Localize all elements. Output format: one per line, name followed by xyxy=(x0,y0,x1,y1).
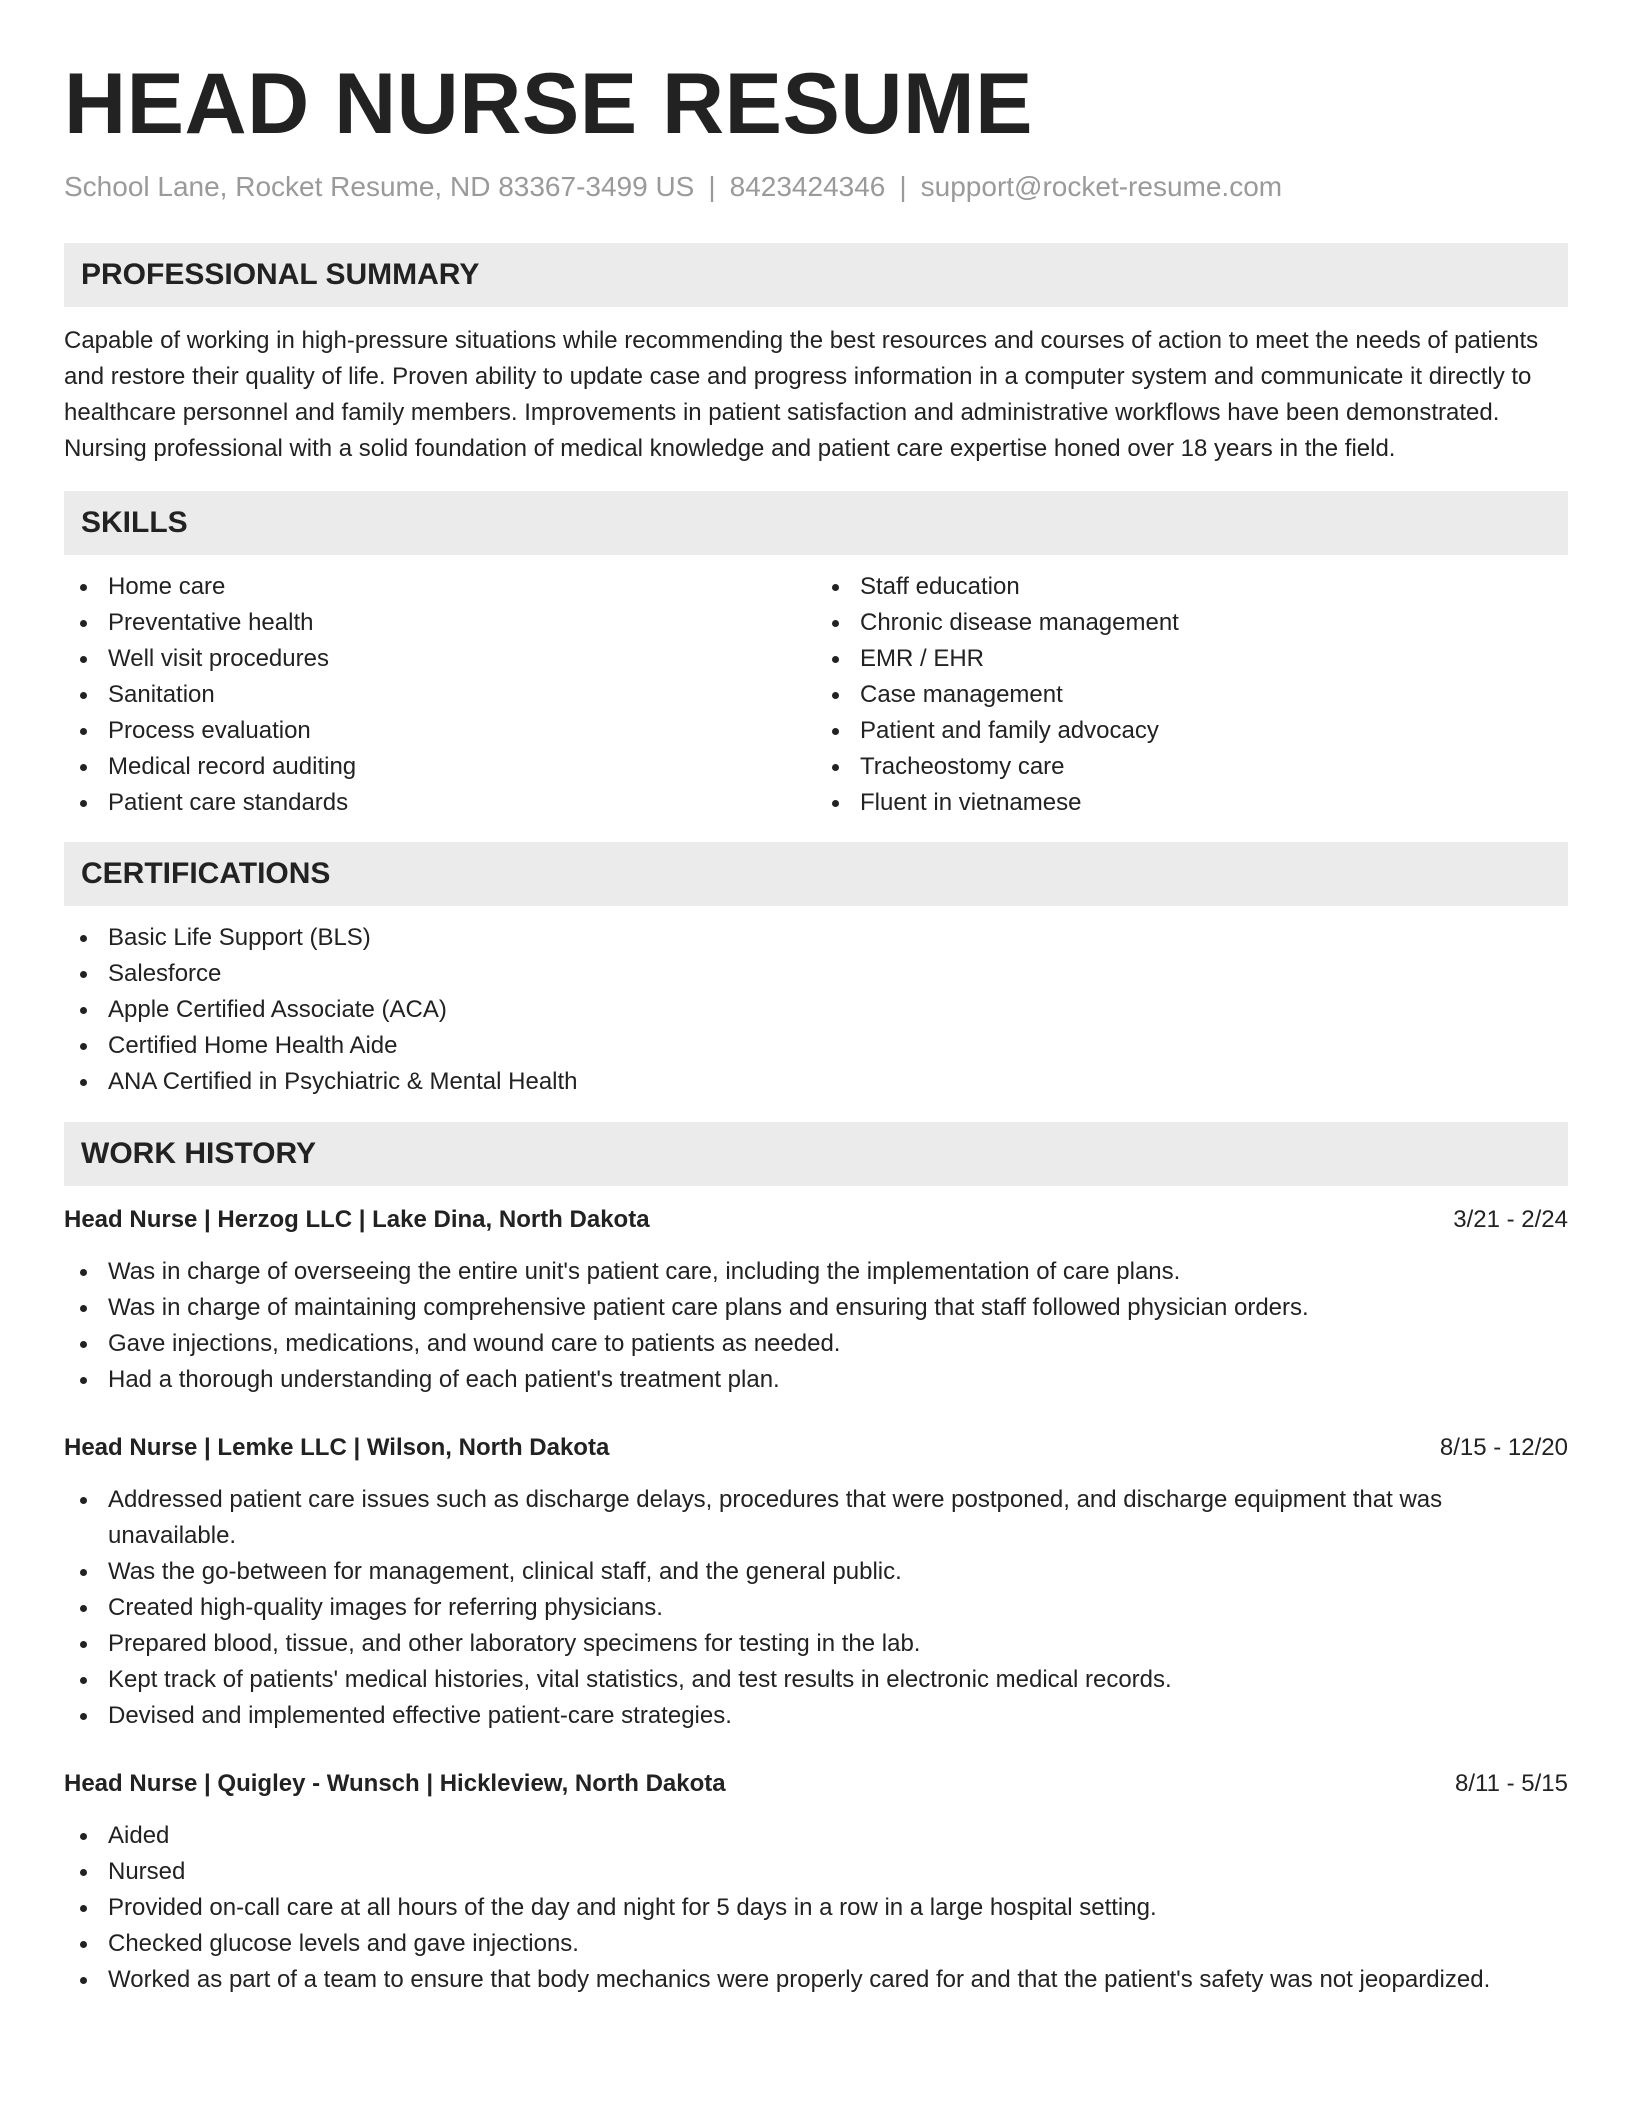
job-entry xyxy=(64,1766,1568,1998)
job-bullet: Devised and implemented effective patient-care strategies. xyxy=(64,1698,1568,1734)
job-bullet: Addressed patient care issues such as discharge delays, procedures that were postponed, and discharge equipment that was unavailable. xyxy=(64,1482,1568,1554)
job-dates: 3/21 - 2/24 xyxy=(1453,1206,1568,1233)
contact-separator: | xyxy=(899,171,907,202)
job-bullet: Had a thorough understanding of each patient's treatment plan. xyxy=(64,1362,1568,1398)
job-dates: 8/15 - 12/20 xyxy=(1439,1434,1568,1461)
job-header xyxy=(64,1766,1568,1802)
contact-address: School Lane, Rocket Resume, ND 83367-3499 US xyxy=(64,171,695,202)
job-bullets xyxy=(64,1482,1568,1734)
skill-item: Fluent in vietnamese xyxy=(816,785,1568,821)
contact-line xyxy=(64,170,1568,204)
skill-item: Case management xyxy=(816,677,1568,713)
skill-item: Home care xyxy=(64,569,816,605)
job-title: Head Nurse | Lemke LLC | Wilson, North Dakota xyxy=(64,1434,610,1461)
job-bullet: Created high-quality images for referring physicians. xyxy=(64,1590,1568,1626)
job-entry xyxy=(64,1430,1568,1734)
work-history-heading: WORK HISTORY xyxy=(64,1122,1568,1186)
certification-item: ANA Certified in Psychiatric & Mental Health xyxy=(64,1064,1568,1100)
skill-item: Medical record auditing xyxy=(64,749,816,785)
skill-item: Well visit procedures xyxy=(64,641,816,677)
summary-heading: PROFESSIONAL SUMMARY xyxy=(64,243,1568,307)
certifications-list xyxy=(64,920,1568,1100)
skills-list-left xyxy=(64,569,816,821)
job-bullet: Checked glucose levels and gave injections. xyxy=(64,1926,1568,1962)
skill-item: Sanitation xyxy=(64,677,816,713)
summary-section xyxy=(64,243,1568,467)
skill-item: Staff education xyxy=(816,569,1568,605)
skill-item: Preventative health xyxy=(64,605,816,641)
skill-item: Tracheostomy care xyxy=(816,749,1568,785)
job-bullet: Prepared blood, tissue, and other laboratory specimens for testing in the lab. xyxy=(64,1626,1568,1662)
job-bullets xyxy=(64,1818,1568,1998)
job-bullet: Was in charge of overseeing the entire unit's patient care, including the implementation of care plans. xyxy=(64,1254,1568,1290)
job-entry xyxy=(64,1202,1568,1398)
skills-section xyxy=(64,491,1568,821)
job-dates: 8/11 - 5/15 xyxy=(1455,1770,1568,1797)
job-bullet: Was in charge of maintaining comprehensive patient care plans and ensuring that staff followed physician orders. xyxy=(64,1290,1568,1326)
certifications-section xyxy=(64,842,1568,1100)
job-bullets xyxy=(64,1254,1568,1398)
job-bullet: Gave injections, medications, and wound care to patients as needed. xyxy=(64,1326,1568,1362)
skill-item: Process evaluation xyxy=(64,713,816,749)
job-header xyxy=(64,1430,1568,1466)
job-bullet: Kept track of patients' medical histories, vital statistics, and test results in electronic medical records. xyxy=(64,1662,1568,1698)
certification-item: Basic Life Support (BLS) xyxy=(64,920,1568,956)
work-history-section xyxy=(64,1122,1568,1998)
job-header xyxy=(64,1202,1568,1238)
contact-phone: 8423424346 xyxy=(729,171,886,202)
summary-text: Capable of working in high-pressure situations while recommending the best resources and courses of action to meet the needs of patients and restore their quality of life. Proven ability to update case and progress information in a computer system and communicate it directly to healthcare personnel and family members. Improvements in patient satisfaction and administrative workflows have been demonstrated. Nursing professional with a solid foundation of medical knowledge and patient care expertise honed over 18 years in the field. xyxy=(64,327,1539,462)
certifications-heading: CERTIFICATIONS xyxy=(64,842,1568,906)
skills-list-right xyxy=(816,569,1568,821)
job-title: Head Nurse | Quigley - Wunsch | Hickleview, North Dakota xyxy=(64,1770,726,1797)
job-bullet: Provided on-call care at all hours of the day and night for 5 days in a row in a large hospital setting. xyxy=(64,1890,1568,1926)
job-bullet: Was the go-between for management, clinical staff, and the general public. xyxy=(64,1554,1568,1590)
skill-item: Patient care standards xyxy=(64,785,816,821)
contact-separator: | xyxy=(708,171,716,202)
job-title: Head Nurse | Herzog LLC | Lake Dina, North Dakota xyxy=(64,1206,650,1233)
certification-item: Salesforce xyxy=(64,956,1568,992)
job-bullet: Nursed xyxy=(64,1854,1568,1890)
skill-item: Patient and family advocacy xyxy=(816,713,1568,749)
skills-grid xyxy=(64,569,1568,821)
job-bullet: Aided xyxy=(64,1818,1568,1854)
resume-title: HEAD NURSE RESUME xyxy=(64,56,1033,152)
certification-item: Certified Home Health Aide xyxy=(64,1028,1568,1064)
skill-item: Chronic disease management xyxy=(816,605,1568,641)
skill-item: EMR / EHR xyxy=(816,641,1568,677)
job-bullet: Worked as part of a team to ensure that body mechanics were properly cared for and that the patient's safety was not jeopardized. xyxy=(64,1962,1568,1998)
contact-email: support@rocket-resume.com xyxy=(920,171,1283,202)
certification-item: Apple Certified Associate (ACA) xyxy=(64,992,1568,1028)
skills-heading: SKILLS xyxy=(64,491,1568,555)
